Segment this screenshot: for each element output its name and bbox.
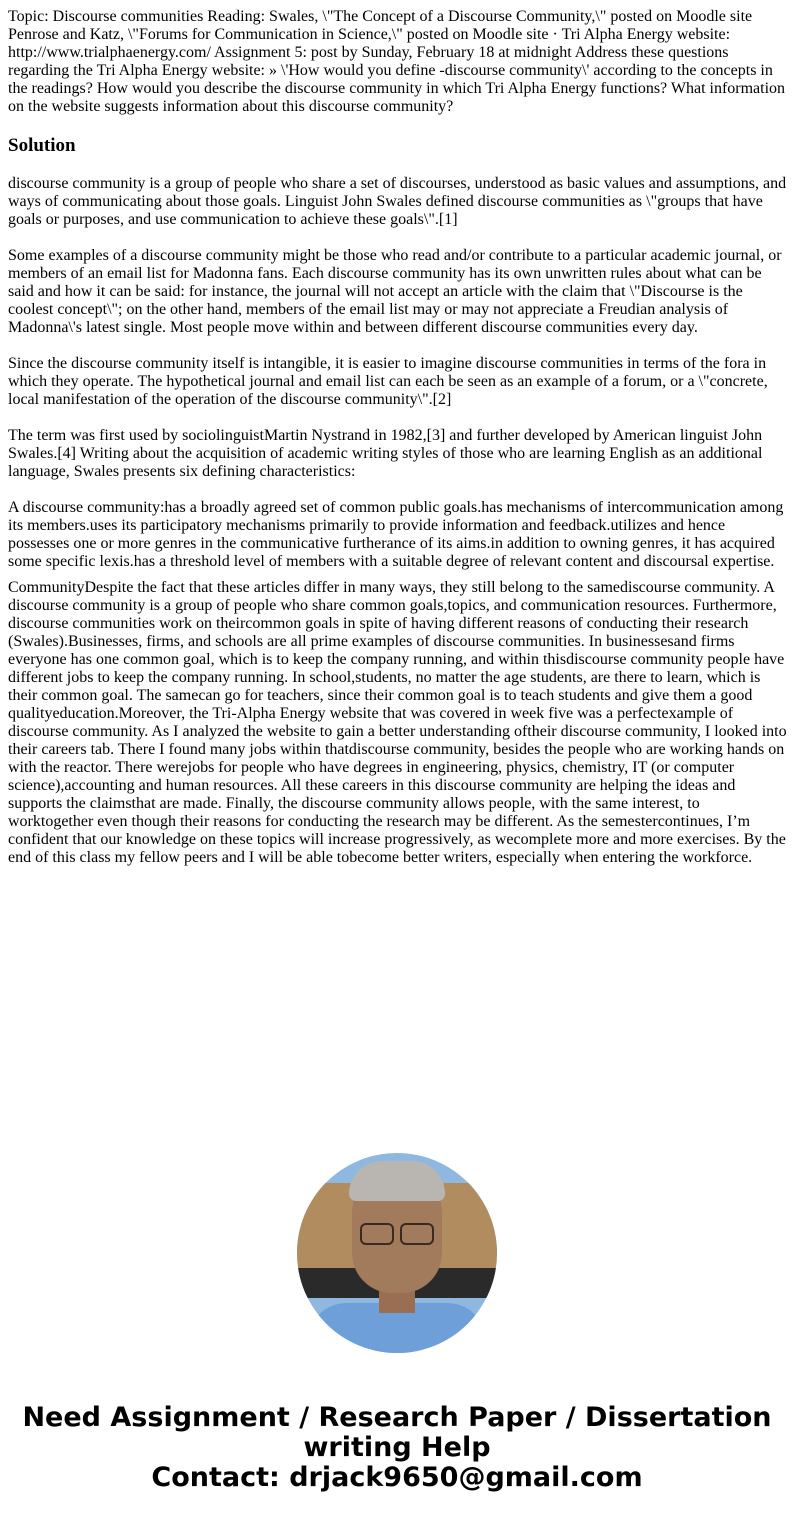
promo-headline: Need Assignment / Research Paper / Dissertation writing Help	[22, 1402, 772, 1463]
glasses-icon	[360, 1223, 394, 1245]
answer-paragraph: The term was first used by sociolinguistMartin Nystrand in 1982,[3] and further developed by American linguist John Swales.[4] Writing about the acquisition of academic writing styles of those who are learning English as an additional language, Swales presents six defining characteristics:	[8, 427, 763, 480]
answer-paragraph: discourse community is a group of people who share a set of discourses, understood as basic values and assumptions, and ways of communicating about those goals. Linguist John Swales defined discourse communities as \"groups that have goals or purposes, and use communication to achieve these goals\".[1]	[8, 175, 787, 228]
author-avatar	[297, 1153, 497, 1353]
avatar-hair	[349, 1161, 445, 1201]
glasses-icon	[400, 1223, 434, 1245]
promo-contact: Contact: drjack9650@gmail.com	[151, 1462, 643, 1493]
question-text: Topic: Discourse communities Reading: Swales, \"The Concept of a Discourse Community,\" posted on Moodle site Penrose and Katz, \"Forums for Communication in Science,\" posted on Moodle site · Tri Alpha Energy website: http://www.trialphaenergy.com/ Assignment 5: post by Sunday, February 18 at midnight Address these questions regarding the Tri Alpha Energy website: » \'How would you define -discourse community\' according to the concepts in the readings? How would you describe the discourse community in which Tri Alpha Energy functions? What information on the website suggests information about this discourse community?	[8, 8, 786, 115]
solution-heading: Solution	[8, 135, 76, 156]
promo-banner	[0, 1403, 794, 1493]
answer-paragraph: Some examples of a discourse community might be those who read and/or contribute to a particular academic journal, or members of an email list for Madonna fans. Each discourse community has its own unwritten rules about what can be said and how it can be said: for instance, the journal will not accept an article with the claim that \"Discourse is the coolest concept\"; on the other hand, members of the email list may or may not appreciate a Freudian analysis of Madonna\'s latest single. Most people move within and between different discourse communities every day.	[8, 247, 782, 336]
answer-paragraph: A discourse community:has a broadly agreed set of common public goals.has mechanisms of intercommunication among its members.uses its participatory mechanisms primarily to provide information and feedback.utilizes and hence possesses one or more genres in the communicative furtherance of its aims.in addition to owning genres, it has acquired some specific lexis.has a threshold level of members with a suitable degree of relevant content and discoursal expertise.	[8, 499, 784, 570]
answer-paragraph: Since the discourse community itself is intangible, it is easier to imagine discourse communities in terms of the fora in which they operate. The hypothetical journal and email list can each be seen as an example of a forum, or a \"concrete, local manifestation of the operation of the discourse community\".[2]	[8, 355, 768, 408]
answer-paragraph: CommunityDespite the fact that these articles differ in many ways, they still belong to the samediscourse community. A discourse community is a group of people who share common goals,topics, and communication resources. Furthermore, discourse communities work on theircommon goals in spite of having different reasons of conducting their research (Swales).Businesses, firms, and schools are all prime examples of discourse communities. In businessesand firms everyone has one common goal, which is to keep the company running, and within thisdiscourse community people have different jobs to keep the company running. In school,students, no matter the age students, are there to learn, which is their common goal. The samecan go for teachers, since their common goal is to teach students and give them a good qualityeducation.Moreover, the Tri-Alpha Energy website that was covered in week five was a perfectexample of discourse community. As I analyzed the website to gain a better understanding oftheir discourse community, I looked into their careers tab. There I found many jobs within thatdiscourse community, besides the people who are working hands on with the reactor. There werejobs for people who have degrees in engineering, physics, chemistry, IT (or computer science),accounting and human resources. All these careers in this discourse community are helping the ideas and supports the claimsthat are made. Finally, the discourse community allows people, with the same interest, to worktogether even though their reasons for conducting the research may be different. As the semestercontinues, I’m confident that our knowledge on these topics will increase progressively, as wecomplete more and more exercises. By the end of this class my fellow peers and I will be able tobecome better writers, especially when entering the workforce.	[8, 579, 787, 866]
document-body	[8, 8, 788, 885]
